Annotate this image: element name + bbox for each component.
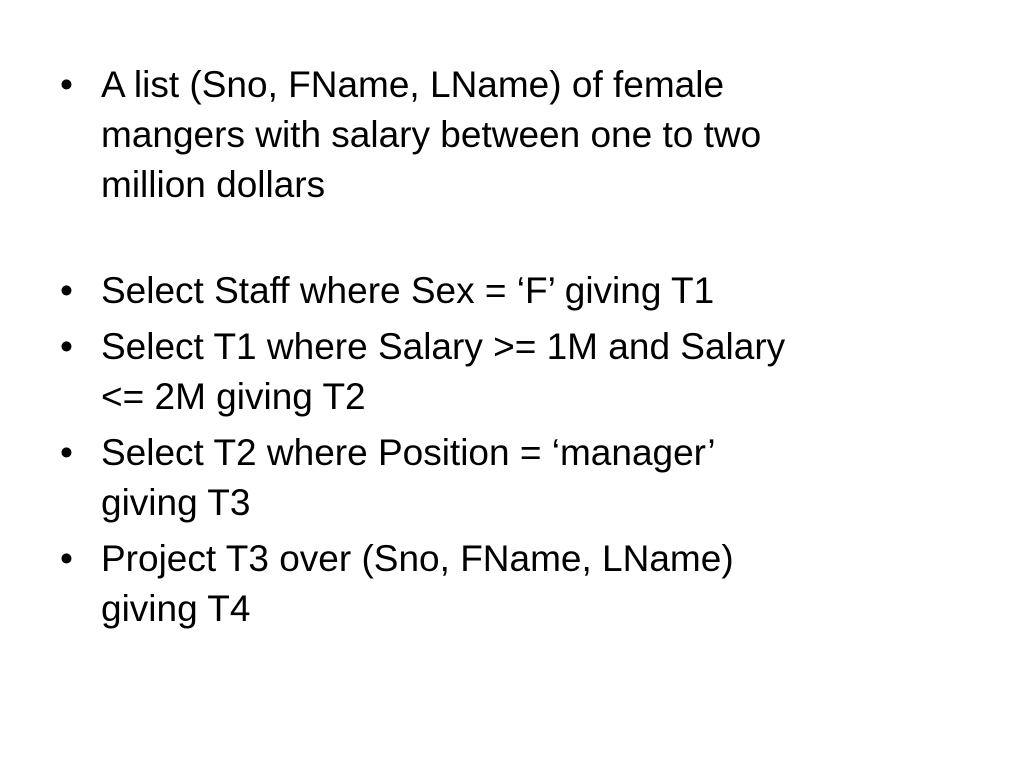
bullet-icon: • bbox=[60, 326, 73, 367]
bullet-item-select-salary bbox=[58, 322, 958, 422]
bullet-icon: • bbox=[60, 64, 73, 105]
bullet-line: mangers with salary between one to two bbox=[101, 114, 762, 155]
bullet-item-select-position bbox=[58, 428, 958, 528]
bullet-icon: • bbox=[60, 432, 73, 473]
bullet-line: <= 2M giving T2 bbox=[101, 376, 366, 417]
bullet-icon: • bbox=[60, 538, 73, 579]
bullet-line: A list (Sno, FName, LName) of female bbox=[101, 64, 725, 105]
bullet-line: Select T2 where Position = ‘manager’ bbox=[101, 432, 716, 473]
bullet-line: Select Staff where Sex = ‘F’ giving T1 bbox=[101, 270, 715, 311]
bullet-line: Select T1 where Salary >= 1M and Salary bbox=[101, 326, 786, 367]
bullet-line: giving T3 bbox=[101, 482, 251, 523]
bullet-line: Project T3 over (Sno, FName, LName) bbox=[101, 538, 734, 579]
bullet-line: million dollars bbox=[101, 164, 326, 205]
bullet-list bbox=[58, 60, 958, 640]
bullet-item-list-description bbox=[58, 60, 958, 210]
bullet-item-project bbox=[58, 534, 958, 634]
bullet-item-select-staff bbox=[58, 266, 958, 316]
bullet-line: giving T4 bbox=[101, 588, 251, 629]
bullet-icon: • bbox=[60, 270, 73, 311]
